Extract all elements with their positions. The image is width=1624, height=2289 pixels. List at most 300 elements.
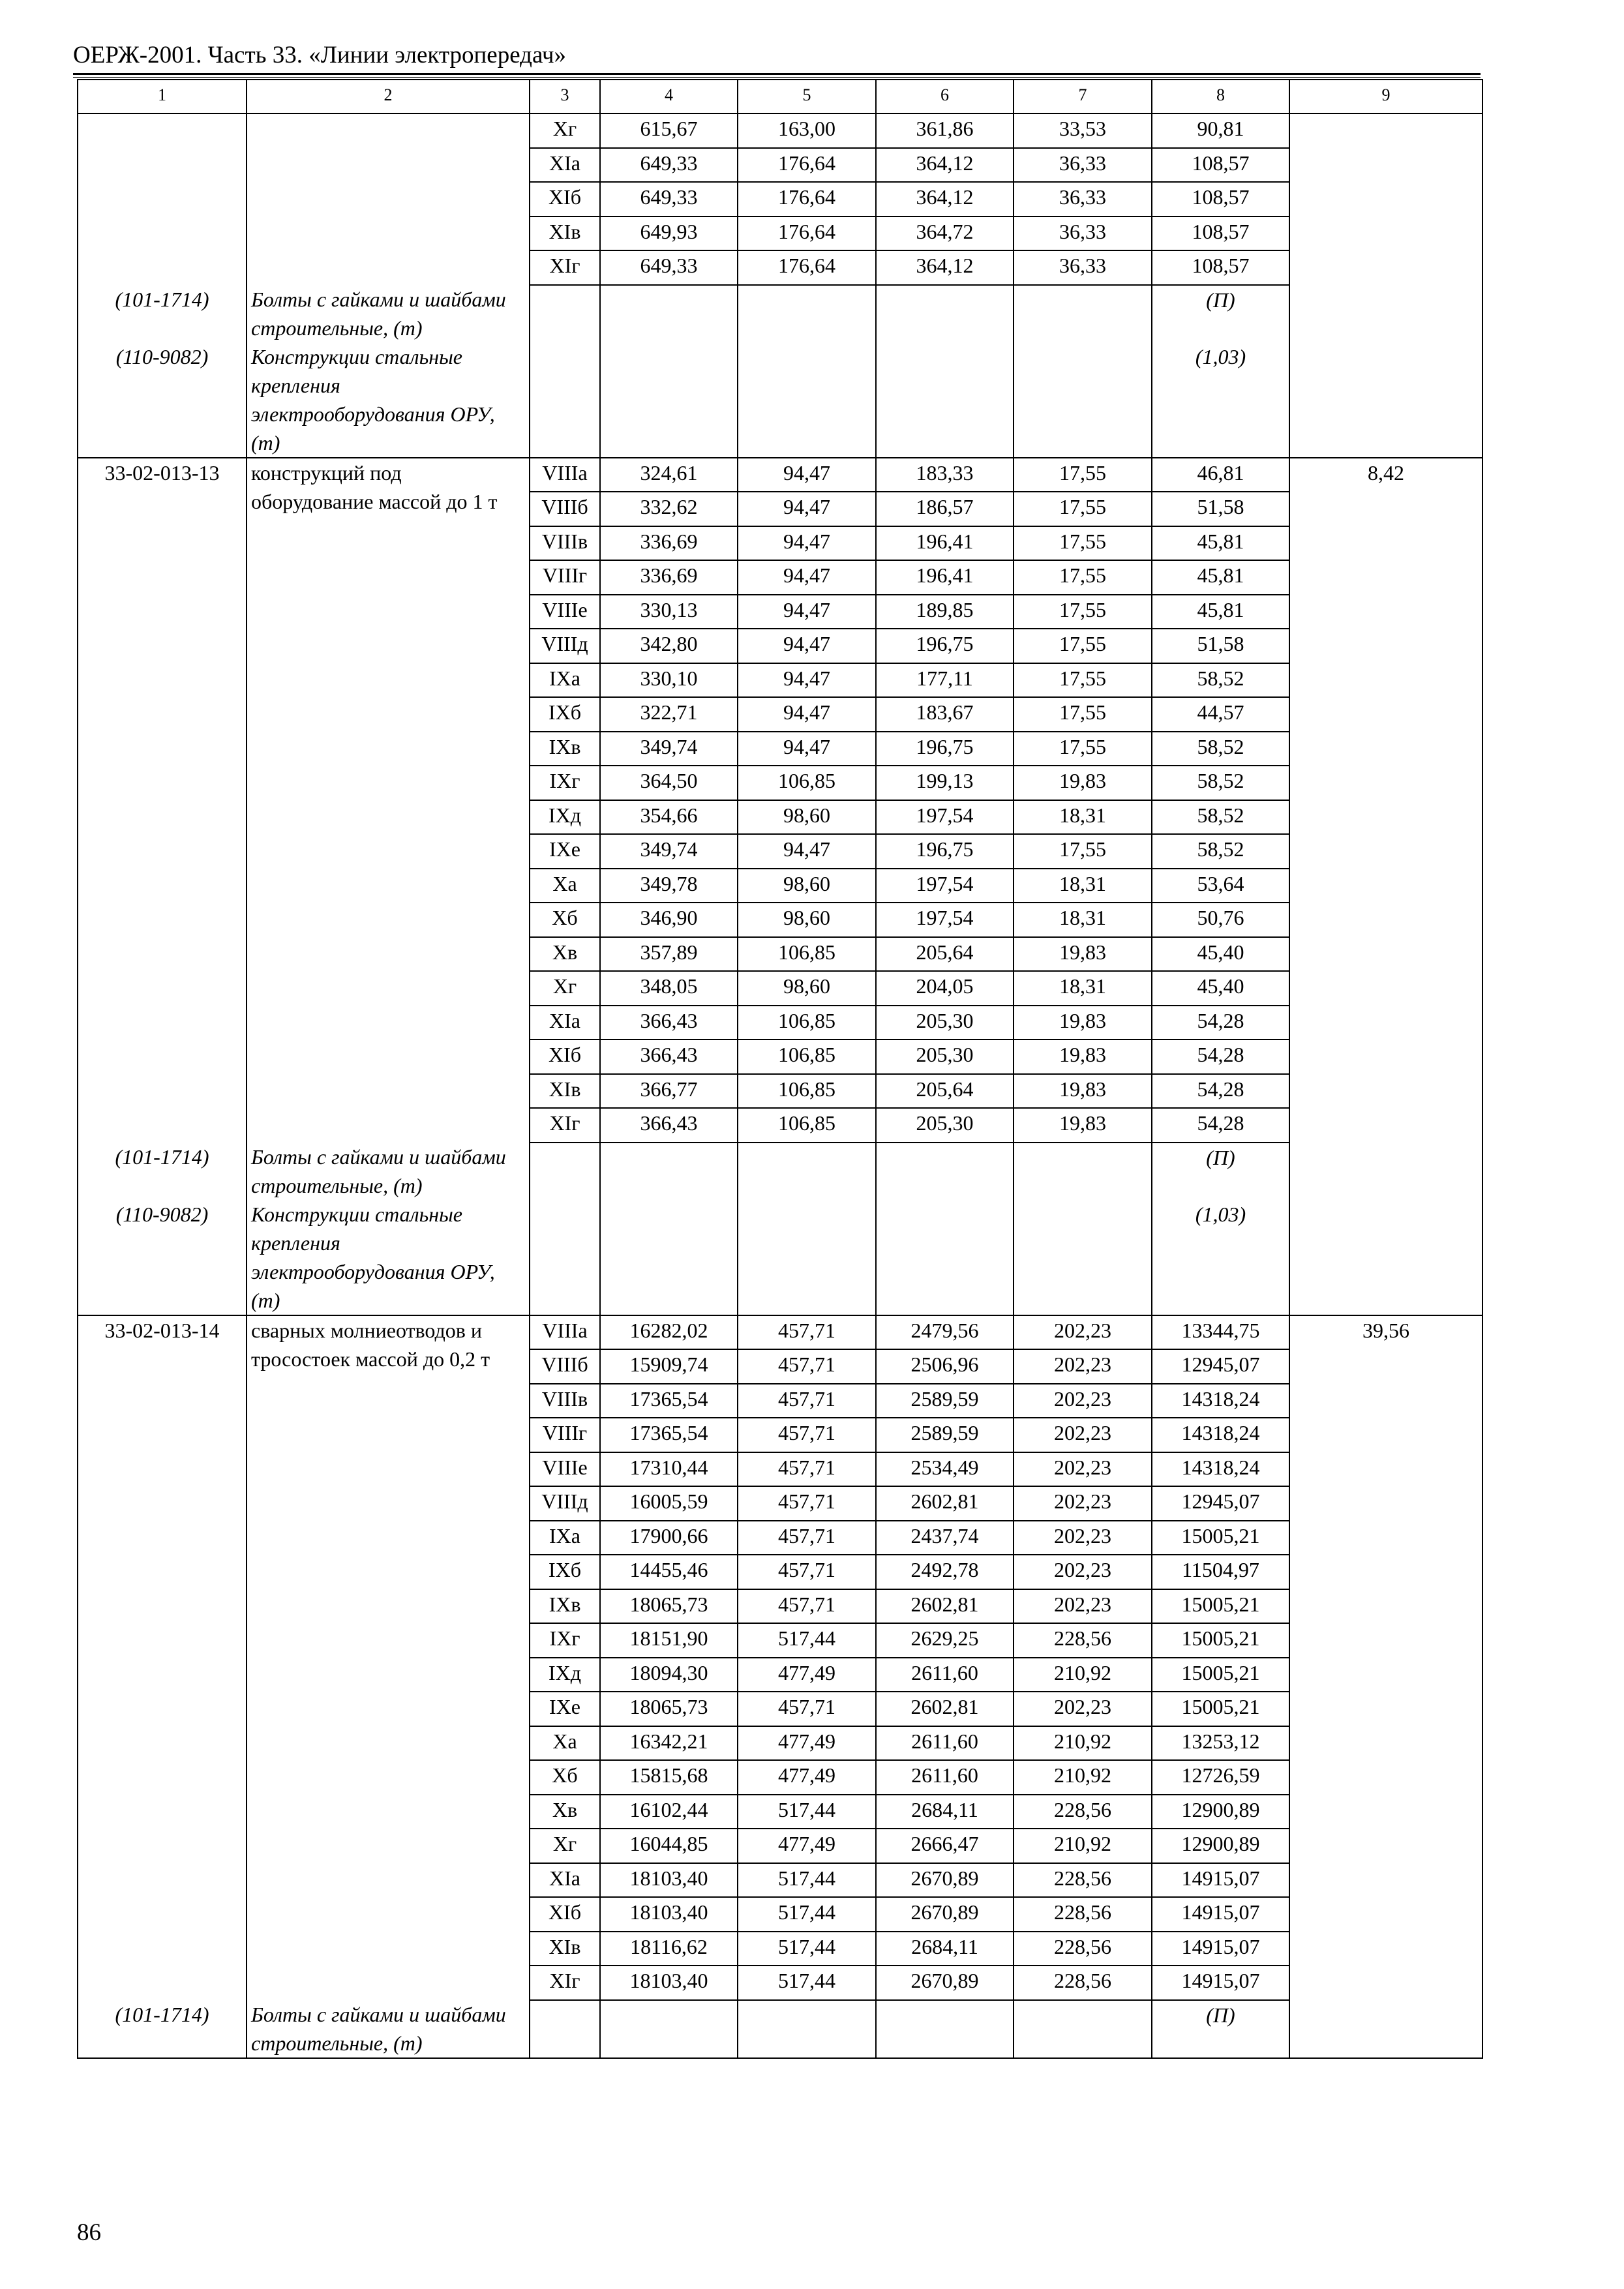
cost-materials: 14318,24 [1152, 1384, 1289, 1418]
cost-total: 615,67 [600, 113, 738, 148]
territory-zone: XIв [530, 217, 600, 251]
cost-machines: 189,85 [876, 595, 1014, 629]
cost-wages: 94,47 [738, 663, 876, 698]
labor-cost: 8,42 [1289, 458, 1482, 1315]
cost-wages: 517,44 [738, 1932, 876, 1966]
cost-machines: 197,54 [876, 903, 1014, 937]
cost-machinist-wages: 17,55 [1014, 629, 1152, 663]
cost-wages: 94,47 [738, 732, 876, 766]
cost-total: 17365,54 [600, 1418, 738, 1452]
territory-zone: XIв [530, 1932, 600, 1966]
resource-code: (101-1714) [78, 2000, 247, 2058]
cost-total: 336,69 [600, 560, 738, 595]
cost-machinist-wages: 210,92 [1014, 1658, 1152, 1692]
cost-machines: 205,30 [876, 1108, 1014, 1143]
cost-wages: 457,71 [738, 1315, 876, 1350]
cost-total: 649,33 [600, 148, 738, 183]
cost-machines-empty [876, 2000, 1014, 2058]
cost-machines: 196,75 [876, 732, 1014, 766]
column-number: 3 [530, 80, 600, 113]
cost-machines: 2666,47 [876, 1829, 1014, 1863]
norm-code: 33-02-013-13 [78, 458, 247, 1143]
territory-zone: IXг [530, 1623, 600, 1658]
cost-machinist-wages: 202,23 [1014, 1692, 1152, 1726]
cost-materials: 58,52 [1152, 834, 1289, 869]
cost-machines: 197,54 [876, 800, 1014, 835]
cost-total: 332,62 [600, 492, 738, 526]
labor-cost [1289, 113, 1482, 458]
resource-description: Болты с гайками и шайбами строительные, (т) [247, 2000, 530, 2058]
territory-zone: VIIIв [530, 1384, 600, 1418]
territory-zone: XIг [530, 1108, 600, 1143]
cost-machines: 2589,59 [876, 1384, 1014, 1418]
cost-wages: 477,49 [738, 1829, 876, 1863]
cost-total: 349,78 [600, 869, 738, 903]
cost-machinist-wages: 202,23 [1014, 1384, 1152, 1418]
cost-machinist-wages: 19,83 [1014, 1108, 1152, 1143]
cost-wages: 457,71 [738, 1418, 876, 1452]
territory-zone: Xг [530, 971, 600, 1006]
cost-machinist-wages: 36,33 [1014, 148, 1152, 183]
cost-materials: 58,52 [1152, 766, 1289, 800]
cost-total: 18103,40 [600, 1897, 738, 1932]
column-number: 4 [600, 80, 738, 113]
cost-materials: 58,52 [1152, 663, 1289, 698]
cost-machinist-wages: 210,92 [1014, 1726, 1152, 1761]
cost-materials: 15005,21 [1152, 1521, 1289, 1555]
cost-machinist-wages: 18,31 [1014, 800, 1152, 835]
cost-machinist-wages: 210,92 [1014, 1829, 1152, 1863]
cost-total: 349,74 [600, 834, 738, 869]
territory-zone: VIIIд [530, 1486, 600, 1521]
territory-zone: IXе [530, 1692, 600, 1726]
territory-zone: IXе [530, 834, 600, 869]
header-rule-thick [73, 73, 1481, 75]
cost-machines-empty [876, 1143, 1014, 1200]
norm-code: 33-02-013-14 [78, 1315, 247, 2000]
cost-machinist-wages: 202,23 [1014, 1452, 1152, 1487]
cost-machines: 196,41 [876, 526, 1014, 561]
cost-machinist-wages: 17,55 [1014, 697, 1152, 732]
cost-materials: 12945,07 [1152, 1349, 1289, 1384]
cost-machines: 2506,96 [876, 1349, 1014, 1384]
cost-machines: 2589,59 [876, 1418, 1014, 1452]
cost-total: 18065,73 [600, 1692, 738, 1726]
cost-machinist-wages: 19,83 [1014, 1074, 1152, 1109]
cost-machinist-wages: 33,53 [1014, 113, 1152, 148]
cost-wages: 517,44 [738, 1863, 876, 1898]
cost-machines: 2629,25 [876, 1623, 1014, 1658]
cost-machinist-wages: 17,55 [1014, 526, 1152, 561]
resource-row [78, 1200, 1482, 1315]
territory-zone: IXд [530, 1658, 600, 1692]
cost-machinist-wages: 202,23 [1014, 1349, 1152, 1384]
cost-machines: 204,05 [876, 971, 1014, 1006]
cost-total-empty [600, 2000, 738, 2058]
territory-zone-empty [530, 285, 600, 342]
cost-total: 16102,44 [600, 1795, 738, 1829]
cost-total-empty [600, 342, 738, 458]
territory-zone: XIг [530, 1966, 600, 2000]
cost-machines: 2602,81 [876, 1589, 1014, 1624]
territory-zone: VIIIг [530, 1418, 600, 1452]
cost-wages: 517,44 [738, 1897, 876, 1932]
cost-machines: 361,86 [876, 113, 1014, 148]
resource-row [78, 342, 1482, 458]
norm-code [78, 113, 247, 285]
table-row [78, 1315, 1482, 1350]
territory-zone: IXб [530, 697, 600, 732]
cost-total: 18116,62 [600, 1932, 738, 1966]
table-row [78, 113, 1482, 148]
cost-materials: 54,28 [1152, 1006, 1289, 1040]
territory-zone: XIа [530, 148, 600, 183]
cost-materials: 12900,89 [1152, 1829, 1289, 1863]
territory-zone: XIв [530, 1074, 600, 1109]
cost-total: 15909,74 [600, 1349, 738, 1384]
cost-machinist-wages: 36,33 [1014, 250, 1152, 285]
cost-wages-empty [738, 1143, 876, 1200]
territory-zone-empty [530, 342, 600, 458]
cost-machines-empty [876, 1200, 1014, 1315]
cost-wages: 457,71 [738, 1555, 876, 1589]
cost-machinist-wages: 17,55 [1014, 560, 1152, 595]
cost-machines: 364,72 [876, 217, 1014, 251]
cost-machines: 2437,74 [876, 1521, 1014, 1555]
cost-total: 348,05 [600, 971, 738, 1006]
resource-quantity: (П) [1152, 1143, 1289, 1200]
cost-machines: 2684,11 [876, 1795, 1014, 1829]
cost-wages: 94,47 [738, 697, 876, 732]
cost-machines: 2479,56 [876, 1315, 1014, 1350]
cost-machines: 2602,81 [876, 1486, 1014, 1521]
cost-total: 322,71 [600, 697, 738, 732]
territory-zone: Xв [530, 937, 600, 972]
cost-materials: 14318,24 [1152, 1418, 1289, 1452]
cost-wages-empty [738, 2000, 876, 2058]
territory-zone: VIIIе [530, 595, 600, 629]
resource-row [78, 2000, 1482, 2058]
territory-zone: IXа [530, 1521, 600, 1555]
cost-materials: 11504,97 [1152, 1555, 1289, 1589]
cost-materials: 53,64 [1152, 869, 1289, 903]
cost-total: 16282,02 [600, 1315, 738, 1350]
cost-total: 649,93 [600, 217, 738, 251]
territory-zone: XIа [530, 1006, 600, 1040]
cost-machinist-wages: 19,83 [1014, 937, 1152, 972]
cost-total-empty [600, 285, 738, 342]
cost-materials: 54,28 [1152, 1040, 1289, 1074]
column-number: 2 [247, 80, 530, 113]
column-number: 9 [1289, 80, 1482, 113]
cost-machinist-wages: 18,31 [1014, 903, 1152, 937]
cost-materials: 50,76 [1152, 903, 1289, 937]
resource-code: (110-9082) [78, 342, 247, 458]
cost-materials: 15005,21 [1152, 1692, 1289, 1726]
cost-wages: 176,64 [738, 182, 876, 217]
cost-wages: 106,85 [738, 1006, 876, 1040]
cost-wages: 477,49 [738, 1658, 876, 1692]
cost-machinist-wages: 202,23 [1014, 1315, 1152, 1350]
cost-total: 18103,40 [600, 1966, 738, 2000]
page-header-title: ОЕРЖ-2001. Часть 33. «Линии электропередач» [73, 42, 567, 68]
cost-wages: 94,47 [738, 526, 876, 561]
cost-materials: 12945,07 [1152, 1486, 1289, 1521]
cost-machines: 183,33 [876, 458, 1014, 492]
cost-total: 14455,46 [600, 1555, 738, 1589]
cost-total: 16342,21 [600, 1726, 738, 1761]
resource-code: (110-9082) [78, 1200, 247, 1315]
cost-machines: 186,57 [876, 492, 1014, 526]
cost-materials: 15005,21 [1152, 1623, 1289, 1658]
resource-description: Болты с гайками и шайбами строительные, (т) [247, 1143, 530, 1200]
territory-zone: IXб [530, 1555, 600, 1589]
territory-zone: XIб [530, 1897, 600, 1932]
cost-total: 324,61 [600, 458, 738, 492]
territory-zone: IXг [530, 766, 600, 800]
cost-wages: 176,64 [738, 217, 876, 251]
cost-wages-empty [738, 1200, 876, 1315]
cost-total: 357,89 [600, 937, 738, 972]
column-number: 8 [1152, 80, 1289, 113]
cost-wages: 106,85 [738, 937, 876, 972]
territory-zone-empty [530, 1143, 600, 1200]
cost-materials: 14915,07 [1152, 1897, 1289, 1932]
cost-machinist-wages: 17,55 [1014, 492, 1152, 526]
cost-total: 17365,54 [600, 1384, 738, 1418]
cost-machinist-wages: 202,23 [1014, 1521, 1152, 1555]
resource-quantity: (1,03) [1152, 342, 1289, 458]
cost-machinist-wages: 228,56 [1014, 1795, 1152, 1829]
territory-zone: XIг [530, 250, 600, 285]
cost-total: 17310,44 [600, 1452, 738, 1487]
cost-materials: 15005,21 [1152, 1589, 1289, 1624]
column-number: 6 [876, 80, 1014, 113]
cost-materials: 45,81 [1152, 595, 1289, 629]
cost-machines: 364,12 [876, 250, 1014, 285]
cost-wages: 457,71 [738, 1589, 876, 1624]
column-number: 5 [738, 80, 876, 113]
resource-quantity: (1,03) [1152, 1200, 1289, 1315]
cost-materials: 51,58 [1152, 629, 1289, 663]
header-rule-thin [73, 77, 1481, 78]
cost-materials: 108,57 [1152, 148, 1289, 183]
norms-table [77, 79, 1483, 2059]
cost-total-empty [600, 1200, 738, 1315]
cost-machinist-wages: 19,83 [1014, 1006, 1152, 1040]
cost-wages: 94,47 [738, 560, 876, 595]
norm-description: сварных молниеотводов и тросостоек массой до 0,2 т [247, 1315, 530, 2000]
cost-materials: 58,52 [1152, 800, 1289, 835]
cost-wages: 106,85 [738, 1108, 876, 1143]
territory-zone: IXд [530, 800, 600, 835]
territory-zone: VIIIг [530, 560, 600, 595]
cost-wages: 457,71 [738, 1349, 876, 1384]
cost-machines: 2670,89 [876, 1863, 1014, 1898]
cost-wages: 98,60 [738, 869, 876, 903]
cost-wages: 457,71 [738, 1692, 876, 1726]
cost-total: 336,69 [600, 526, 738, 561]
territory-zone: Xг [530, 113, 600, 148]
cost-wages: 517,44 [738, 1795, 876, 1829]
column-number: 7 [1014, 80, 1152, 113]
cost-wages: 176,64 [738, 148, 876, 183]
cost-machines: 196,75 [876, 834, 1014, 869]
cost-machines: 2684,11 [876, 1932, 1014, 1966]
cost-wages: 517,44 [738, 1623, 876, 1658]
table-row [78, 458, 1482, 492]
cost-machinist-wages-empty [1014, 1200, 1152, 1315]
cost-machines: 196,75 [876, 629, 1014, 663]
cost-materials: 45,40 [1152, 937, 1289, 972]
cost-total: 15815,68 [600, 1760, 738, 1795]
resource-quantity: (П) [1152, 285, 1289, 342]
cost-wages: 98,60 [738, 971, 876, 1006]
territory-zone: VIIIб [530, 1349, 600, 1384]
cost-machinist-wages-empty [1014, 1143, 1152, 1200]
cost-wages: 98,60 [738, 800, 876, 835]
cost-machinist-wages: 228,56 [1014, 1966, 1152, 2000]
cost-total: 16044,85 [600, 1829, 738, 1863]
cost-wages: 176,64 [738, 250, 876, 285]
cost-machinist-wages: 36,33 [1014, 182, 1152, 217]
cost-total: 330,10 [600, 663, 738, 698]
cost-total: 18151,90 [600, 1623, 738, 1658]
cost-machines: 2670,89 [876, 1897, 1014, 1932]
cost-wages: 94,47 [738, 458, 876, 492]
territory-zone: Xб [530, 1760, 600, 1795]
cost-machinist-wages: 17,55 [1014, 732, 1152, 766]
cost-wages: 94,47 [738, 595, 876, 629]
cost-machinist-wages: 18,31 [1014, 869, 1152, 903]
cost-machines: 2602,81 [876, 1692, 1014, 1726]
resource-description: Конструкции стальные крепления электрооборудования ОРУ, (т) [247, 342, 530, 458]
territory-zone: Xг [530, 1829, 600, 1863]
cost-wages: 163,00 [738, 113, 876, 148]
territory-zone: Xб [530, 903, 600, 937]
cost-wages-empty [738, 342, 876, 458]
territory-zone: VIIIе [530, 1452, 600, 1487]
norm-description [247, 113, 530, 285]
resource-row [78, 1143, 1482, 1200]
cost-machinist-wages: 228,56 [1014, 1863, 1152, 1898]
cost-materials: 13253,12 [1152, 1726, 1289, 1761]
cost-total: 330,13 [600, 595, 738, 629]
cost-total: 346,90 [600, 903, 738, 937]
cost-materials: 51,58 [1152, 492, 1289, 526]
cost-machines: 2534,49 [876, 1452, 1014, 1487]
cost-machines: 197,54 [876, 869, 1014, 903]
cost-machinist-wages-empty [1014, 342, 1152, 458]
resource-code: (101-1714) [78, 1143, 247, 1200]
cost-total: 649,33 [600, 250, 738, 285]
cost-machines: 205,30 [876, 1040, 1014, 1074]
territory-zone: VIIIв [530, 526, 600, 561]
cost-machines: 205,64 [876, 937, 1014, 972]
cost-total: 354,66 [600, 800, 738, 835]
territory-zone: XIб [530, 1040, 600, 1074]
cost-materials: 45,81 [1152, 526, 1289, 561]
cost-machinist-wages: 17,55 [1014, 595, 1152, 629]
cost-machinist-wages: 202,23 [1014, 1418, 1152, 1452]
cost-machinist-wages: 17,55 [1014, 834, 1152, 869]
cost-machinist-wages-empty [1014, 2000, 1152, 2058]
cost-materials: 90,81 [1152, 113, 1289, 148]
cost-wages: 457,71 [738, 1452, 876, 1487]
territory-zone: IXв [530, 732, 600, 766]
cost-materials: 14915,07 [1152, 1966, 1289, 2000]
cost-materials: 45,40 [1152, 971, 1289, 1006]
labor-cost: 39,56 [1289, 1315, 1482, 2058]
cost-machinist-wages: 19,83 [1014, 1040, 1152, 1074]
territory-zone: VIIIд [530, 629, 600, 663]
territory-zone: VIIIа [530, 458, 600, 492]
territory-zone: Xа [530, 869, 600, 903]
cost-materials: 14915,07 [1152, 1932, 1289, 1966]
cost-machines: 2611,60 [876, 1726, 1014, 1761]
cost-wages: 106,85 [738, 1074, 876, 1109]
resource-quantity: (П) [1152, 2000, 1289, 2058]
cost-machines: 205,30 [876, 1006, 1014, 1040]
cost-machinist-wages: 228,56 [1014, 1623, 1152, 1658]
cost-total: 366,77 [600, 1074, 738, 1109]
cost-machinist-wages: 19,83 [1014, 766, 1152, 800]
cost-wages: 477,49 [738, 1726, 876, 1761]
cost-wages-empty [738, 285, 876, 342]
resource-description: Болты с гайками и шайбами строительные, (т) [247, 285, 530, 342]
cost-machinist-wages: 17,55 [1014, 458, 1152, 492]
cost-machines-empty [876, 342, 1014, 458]
cost-wages: 106,85 [738, 1040, 876, 1074]
cost-machinist-wages: 202,23 [1014, 1486, 1152, 1521]
cost-total: 366,43 [600, 1040, 738, 1074]
cost-materials: 12726,59 [1152, 1760, 1289, 1795]
cost-total: 18103,40 [600, 1863, 738, 1898]
cost-machinist-wages-empty [1014, 285, 1152, 342]
cost-materials: 108,57 [1152, 250, 1289, 285]
cost-materials: 58,52 [1152, 732, 1289, 766]
cost-machines: 2492,78 [876, 1555, 1014, 1589]
column-number: 1 [78, 80, 247, 113]
cost-wages: 477,49 [738, 1760, 876, 1795]
cost-machines-empty [876, 285, 1014, 342]
territory-zone: XIб [530, 182, 600, 217]
cost-total: 17900,66 [600, 1521, 738, 1555]
cost-machines: 2670,89 [876, 1966, 1014, 2000]
cost-wages: 457,71 [738, 1384, 876, 1418]
cost-machines: 2611,60 [876, 1760, 1014, 1795]
resource-code: (101-1714) [78, 285, 247, 342]
cost-machinist-wages: 210,92 [1014, 1760, 1152, 1795]
cost-machinist-wages: 202,23 [1014, 1555, 1152, 1589]
cost-wages: 98,60 [738, 903, 876, 937]
cost-machinist-wages: 202,23 [1014, 1589, 1152, 1624]
cost-wages: 106,85 [738, 766, 876, 800]
cost-materials: 46,81 [1152, 458, 1289, 492]
cost-machines: 196,41 [876, 560, 1014, 595]
territory-zone: IXв [530, 1589, 600, 1624]
cost-total: 649,33 [600, 182, 738, 217]
resource-row [78, 285, 1482, 342]
resource-description: Конструкции стальные крепления электрооборудования ОРУ, (т) [247, 1200, 530, 1315]
cost-total: 366,43 [600, 1108, 738, 1143]
cost-wages: 94,47 [738, 629, 876, 663]
cost-total-empty [600, 1143, 738, 1200]
cost-materials: 13344,75 [1152, 1315, 1289, 1350]
cost-total: 16005,59 [600, 1486, 738, 1521]
territory-zone: Xа [530, 1726, 600, 1761]
cost-machines: 199,13 [876, 766, 1014, 800]
